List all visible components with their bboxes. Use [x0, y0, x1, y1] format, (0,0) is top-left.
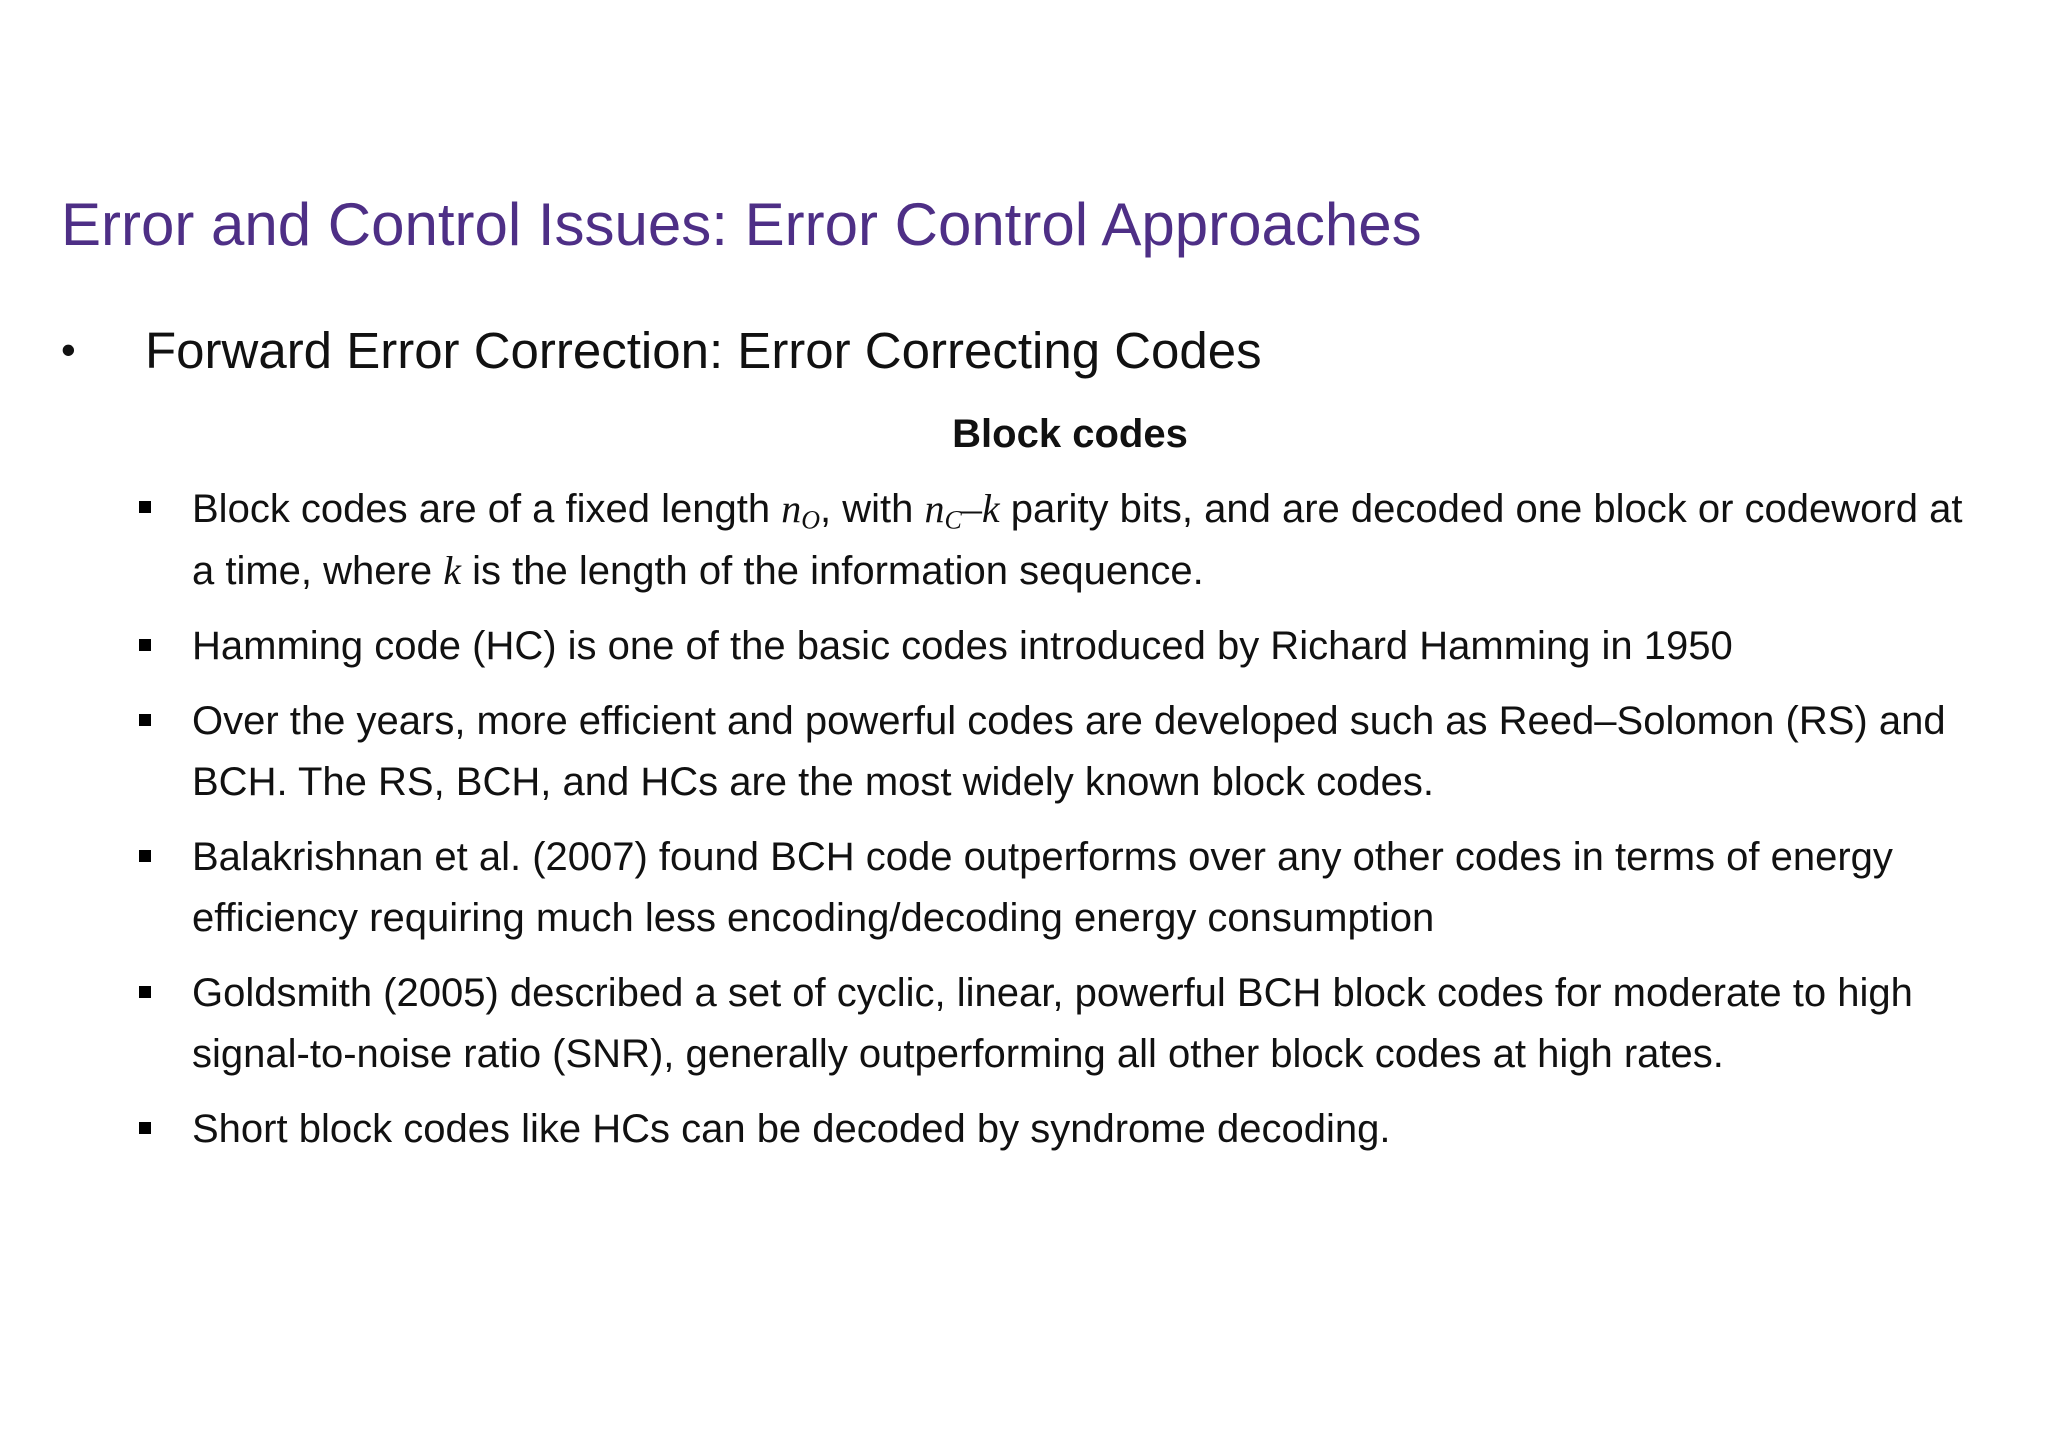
math-subscript: C: [944, 505, 962, 535]
level1-bullet-item: [61, 320, 1981, 381]
square-bullet-icon: [139, 639, 151, 651]
bullet-text: Short block codes like HCs can be decoded by syndrome decoding.: [192, 1107, 1391, 1151]
text-run: Block codes are of a fixed length: [192, 487, 782, 531]
bullet-list: [135, 478, 1995, 1174]
square-bullet-icon: [139, 501, 151, 513]
slide-title: Error and Control Issues: Error Control Approaches: [61, 191, 1422, 258]
bullet-text: Balakrishnan et al. (2007) found BCH code outperforms over any other codes in terms of energy efficiency requiring much less encoding/decoding energy consumption: [192, 835, 1893, 940]
level1-bullet-text: Forward Error Correction: Error Correcting Codes: [145, 322, 1262, 379]
bullet-text: [192, 478, 1995, 602]
math-var: n: [924, 486, 945, 531]
text-run: parity bits, and are decoded one block or codeword at a time, where: [192, 487, 1963, 593]
bullet-item-block-codes-definition: [135, 478, 1995, 602]
bullet-text: Hamming code (HC) is one of the basic codes introduced by Richard Hamming in 1950: [192, 624, 1733, 668]
math-n-o: [781, 486, 821, 535]
square-bullet-icon: [139, 986, 151, 998]
bullet-text: Over the years, more efficient and powerful codes are developed such as Reed–Solomon (RS) and BCH. The RS, BCH, and HCs are the most widely known block codes.: [192, 699, 1946, 804]
bullet-item-balakrishnan: [135, 827, 1995, 949]
math-n-c-minus-k: [924, 486, 1000, 535]
square-bullet-icon: [139, 714, 151, 726]
square-bullet-icon: [139, 1122, 151, 1134]
bullet-item-rs-bch: [135, 691, 1995, 813]
text-run: is the length of the information sequence.: [460, 549, 1204, 593]
math-var: n: [781, 486, 802, 531]
square-bullet-icon: [139, 850, 151, 862]
subheading-block-codes: Block codes: [952, 412, 1188, 456]
bullet-item-hamming-code: [135, 616, 1995, 677]
math-var: –k: [961, 486, 1000, 531]
math-k: k: [443, 548, 461, 593]
math-subscript: O: [801, 505, 821, 535]
bullet-text: Goldsmith (2005) described a set of cyclic, linear, powerful BCH block codes for moderate to high signal-to-noise ratio (SNR), generally outperforming all other block codes at high rates.: [192, 971, 1913, 1076]
round-bullet-icon: •: [61, 326, 76, 373]
bullet-item-goldsmith: [135, 963, 1995, 1085]
text-run: , with: [820, 487, 925, 531]
bullet-item-syndrome-decoding: [135, 1099, 1995, 1160]
